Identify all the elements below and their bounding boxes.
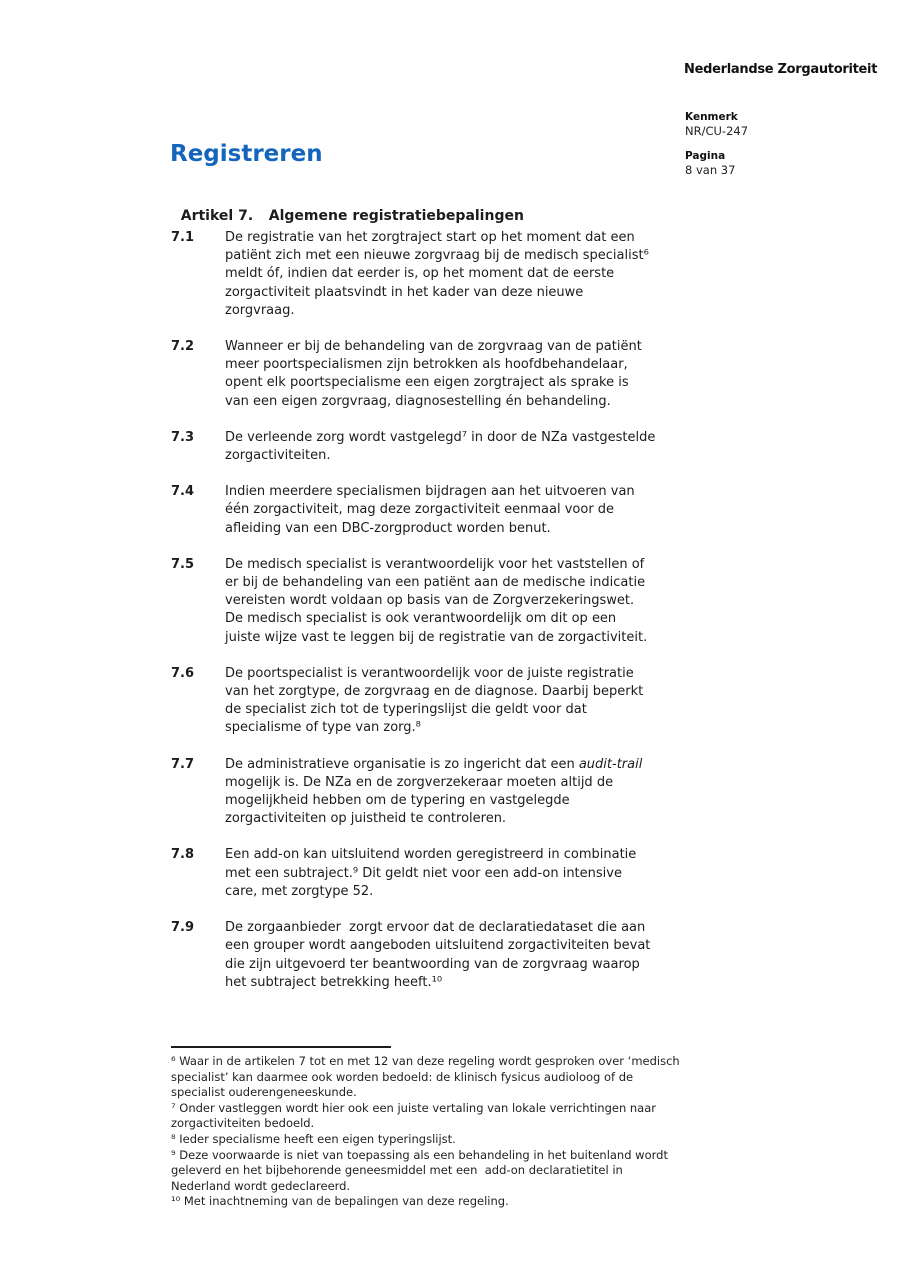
clause-line: vereisten wordt voldaan op basis van de Zorgverzekeringswet. (225, 593, 635, 609)
clause-text (225, 919, 650, 992)
clause-line: van een eigen zorgvraag, diagnosestelling én behandeling. (225, 393, 611, 409)
page-title: Registreren (170, 141, 323, 167)
clause-line: De verleende zorg wordt vastgelegd⁷ in door de NZa vastgestelde (225, 429, 656, 445)
clause (171, 756, 655, 829)
article-heading (171, 192, 524, 224)
clause (171, 229, 655, 320)
clause-number: 7.7 (171, 756, 195, 772)
article-heading-label: Artikel 7. (180, 208, 254, 224)
clause-line: meldt óf, indien dat eerder is, op het moment dat de eerste (225, 266, 615, 282)
footnote-line: specialist ouderengeneeskunde. (171, 1085, 357, 1100)
clause-text (225, 229, 649, 320)
footnote-line: ⁹ Deze voorwaarde is niet van toepassing als een behandeling in het buitenland wordt (171, 1147, 668, 1162)
org-brand: Nederlandse Zorgautoriteit (684, 62, 878, 77)
footnote-line: Nederland wordt gedeclareerd. (171, 1178, 351, 1193)
kenmerk-value: NR/CU-247 (685, 124, 749, 138)
footnote-line: ⁶ Waar in de artikelen 7 tot en met 12 van deze regeling wordt gesproken over ‘medisch (171, 1054, 680, 1068)
clause (171, 483, 655, 538)
clause-line: de specialist zich tot de typeringslijst die geldt voor dat (225, 702, 587, 718)
footnote-line: geleverd en het bijbehorende geneesmiddel met een add-on declaratietitel in (171, 1163, 623, 1178)
page-meta (685, 111, 748, 189)
clause-line: zorgactiviteiten. (225, 448, 331, 464)
clause-line: zorgvraag. (225, 302, 295, 318)
clause-number: 7.8 (171, 847, 195, 863)
clause-line: juiste wijze vast te leggen bij de registratie van de zorgactiviteit. (225, 629, 648, 645)
clause-line: één zorgactiviteit, mag deze zorgactiviteit eenmaal voor de (225, 502, 615, 518)
clause-line: Een add-on kan uitsluitend worden geregistreerd in combinatie (225, 847, 637, 863)
clause-text (225, 665, 643, 738)
clause-line: De administratieve organisatie is zo ingericht dat een audit-trail (225, 756, 643, 772)
clause-text (225, 338, 642, 411)
article-paragraphs (171, 229, 655, 1010)
clause-text (225, 846, 636, 901)
clause-line: De registratie van het zorgtraject start op het moment dat een (225, 230, 635, 245)
clause-line: patiënt zich met een nieuwe zorgvraag bij de medisch specialist⁶ (225, 248, 649, 264)
footnote-line: ⁷ Onder vastleggen wordt hier ook een juiste vertaling van lokale verrichtingen naar (171, 1100, 656, 1115)
clause-line: De zorgaanbieder zorgt ervoor dat de declaratiedataset die aan (225, 920, 646, 936)
clause-number: 7.6 (171, 665, 195, 681)
clause-line: een grouper wordt aangeboden uitsluitend zorgactiviteiten bevat (225, 938, 651, 954)
clause-line: opent elk poortspecialisme een eigen zorgtraject als sprake is (225, 375, 629, 391)
clause-line: zorgactiviteit plaatsvindt in het kader van deze nieuwe (225, 284, 584, 300)
clause-line: met een subtraject.⁹ Dit geldt niet voor een add-on intensive (225, 865, 622, 881)
clause (171, 846, 655, 901)
kenmerk-label: Kenmerk (685, 111, 738, 123)
clause (171, 665, 655, 738)
clause-line: meer poortspecialismen zijn betrokken als hoofdbehandelaar, (225, 357, 628, 373)
footnote-line: zorgactiviteiten bedoeld. (171, 1116, 315, 1131)
pagina-label: Pagina (685, 150, 726, 162)
clause (171, 556, 655, 647)
clause-line: specialisme of type van zorg.⁸ (225, 720, 421, 736)
pagina-value: 8 van 37 (685, 163, 736, 177)
article-heading-title: Algemene registratiebepalingen (268, 208, 524, 224)
clause-line: het subtraject betrekking heeft.¹⁰ (225, 974, 443, 990)
clause-line: Indien meerdere specialismen bijdragen aan het uitvoeren van (225, 484, 635, 500)
clause-text (225, 429, 655, 465)
clause-number: 7.2 (171, 339, 195, 355)
clause (171, 919, 655, 992)
clause-line: De medisch specialist is verantwoordelijk voor het vaststellen of (225, 556, 645, 572)
clause-line: afleiding van een DBC-zorgproduct worden benut. (225, 520, 551, 536)
clause-text (225, 756, 642, 829)
clause-line: die zijn uitgevoerd ter beantwoording van de zorgvraag waarop (225, 956, 640, 972)
clause-number: 7.5 (171, 556, 195, 572)
clause-number: 7.4 (171, 484, 195, 500)
clause-number: 7.9 (171, 920, 195, 936)
clause-line: van het zorgtype, de zorgvraag en de diagnose. Daarbij beperkt (225, 684, 644, 700)
clause-text (225, 556, 647, 647)
footnote-separator (171, 1046, 391, 1048)
clause-line: Wanneer er bij de behandeling van de zorgvraag van de patiënt (225, 339, 642, 355)
clause-line: mogelijk is. De NZa en de zorgverzekeraar moeten altijd de (225, 774, 614, 790)
clause-number: 7.3 (171, 429, 195, 445)
clause-line: care, met zorgtype 52. (225, 883, 374, 899)
clause-line: De medisch specialist is ook verantwoordelijk om dit op een (225, 611, 617, 627)
clause-line: er bij de behandeling van een patiënt aan de medische indicatie (225, 575, 646, 591)
footnote-line: specialist’ kan daarmee ook worden bedoeld: de klinisch fysicus audioloog of de (171, 1069, 634, 1084)
clause-line: De poortspecialist is verantwoordelijk voor de juiste registratie (225, 665, 634, 681)
clause (171, 338, 655, 411)
footnote-line: ¹⁰ Met inachtneming van de bepalingen van deze regeling. (171, 1194, 509, 1209)
clause-text (225, 483, 635, 538)
clause-line: zorgactiviteiten op juistheid te controleren. (225, 811, 507, 827)
clause-line: mogelijkheid hebben om de typering en vastgelegde (225, 793, 570, 809)
clause (171, 429, 655, 465)
footnote-line: ⁸ Ieder specialisme heeft een eigen typeringslijst. (171, 1131, 456, 1146)
clause-number: 7.1 (171, 230, 195, 245)
footnotes (171, 1054, 680, 1210)
